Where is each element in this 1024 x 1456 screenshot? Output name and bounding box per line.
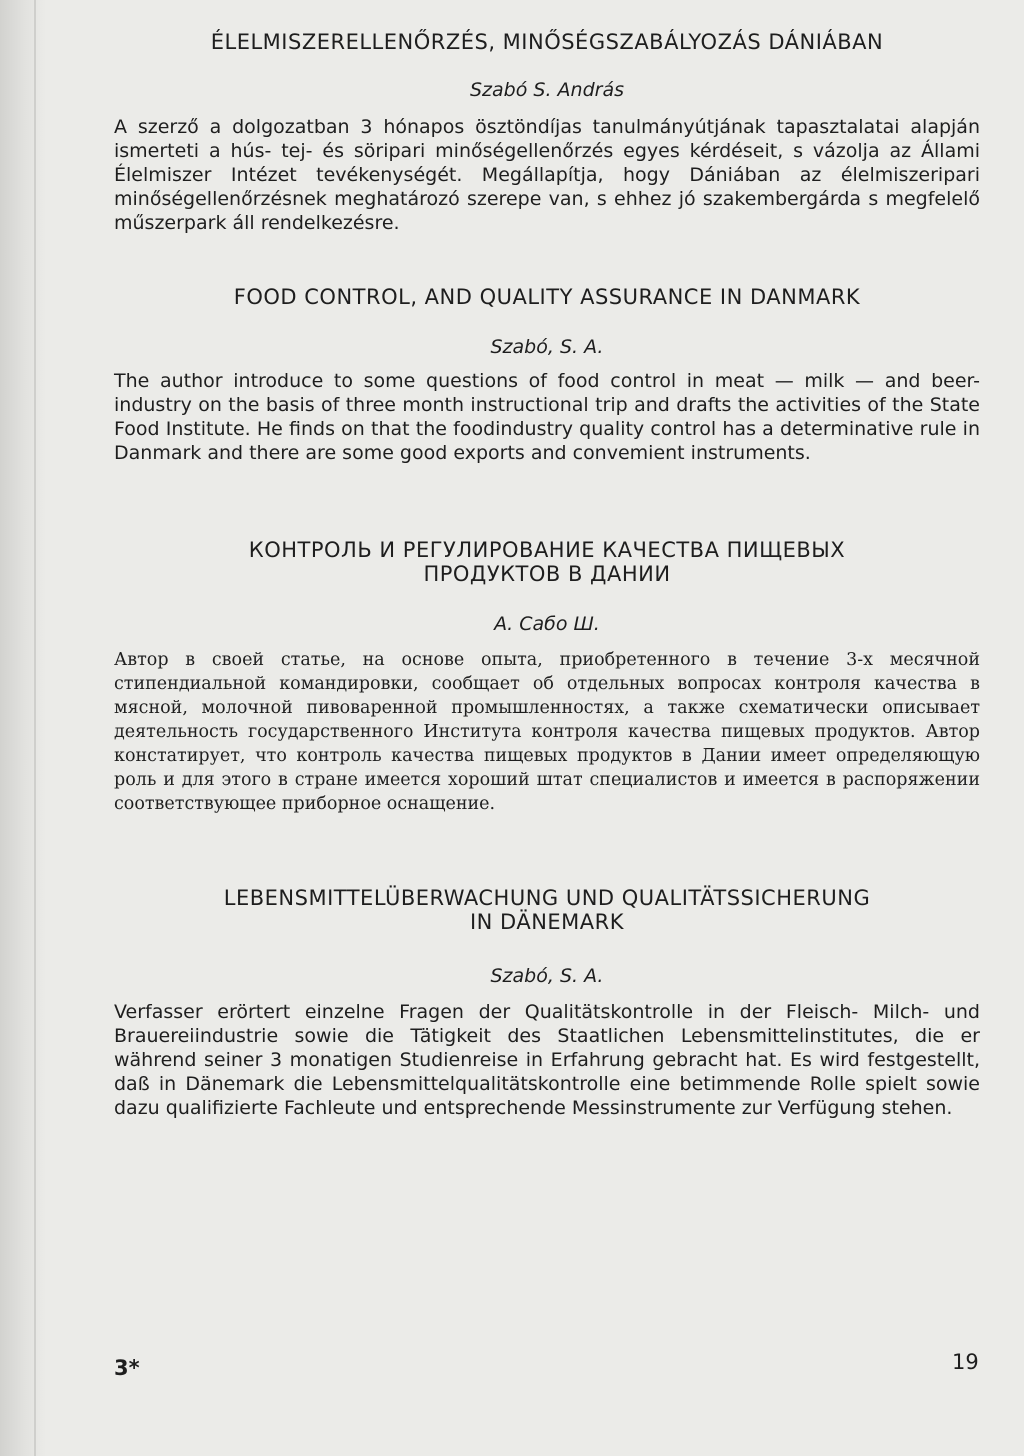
author-name: А. Сабо Ш. — [494, 613, 600, 635]
author-name: Szabó, S. A. — [490, 336, 604, 358]
section-title-line-1: КОНТРОЛЬ И РЕГУЛИРОВАНИЕ КАЧЕСТВА ПИЩЕВЫХ — [248, 538, 846, 562]
section-title: ÉLELMISZERELLENŐRZÉS, MINŐSÉGSZABÁLYOZÁS DÁNIÁBAN — [210, 30, 884, 54]
section-title-line-1: LEBENSMITTELÜBERWACHUNG UND QUALITÄTSSICHERUNG — [223, 886, 871, 910]
abstract-text: The author introduce to some questions of food control in meat — milk — and beer- industry on the basis of three month instructional trip and drafts the activities of the State Food Institute. He finds on that the foodindustry quality control has a determinative rule in Danmark and there are some good exports and convemient instruments. — [114, 370, 980, 464]
scan-left-edge — [0, 0, 46, 1456]
author-name: Szabó, S. A. — [490, 965, 604, 987]
section-title-line-2: IN DÄNEMARK — [469, 910, 625, 934]
abstract-text: Verfasser erörtert einzelne Fragen der Qualitätskontrolle in der Fleisch- Milch- und Brauereiindustrie sowie die Tätigkeit des Staatlichen Lebensmittelinstitutes, die er während seiner 3 monatigen Studienreise in Erfahrung gebracht hat. Es wird festgestellt, daß in Dänemark die Lebensmittelqualitätskontrolle eine betimmende Rolle spielt sowie dazu qualifizierte Fachleute und entsprechende Messinstrumente zur Verfügung stehen. — [114, 1001, 980, 1119]
author-name: Szabó S. András — [470, 79, 624, 101]
page-number: 19 — [952, 1350, 979, 1374]
abstract-text: A szerző a dolgozatban 3 hónapos ösztöndíjas tanulmányútjának tapasztalatai alapján ismerteti a hús- tej- és söripari minőségellenőrzés egyes kérdéseit, s vázolja az Állami Élelmiszer Intézet tevékenységét. Megállapítja, hogy Dániában az élelmiszeripari minőségellenőrzésnek meghatározó szerepe van, s ehhez jó szakembergárda s megfelelő műszerpark áll rendelkezésre. — [114, 116, 980, 234]
scan-binding-line — [34, 0, 36, 1456]
abstract-text: Автор в своей статье, на основе опыта, приобретенного в течение 3-х месячной стипендиальной командировки, сообщает об отдельных вопросах контроля качества в мясной, молочной пивоваренной промышленностях, а также схематически описывает деятельность государственного Института контроля качества пищевых продуктов. Автор констатирует, что контроль качества пищевых продуктов в Дании имеет определяющую роль и для этого в стране имеется хороший штат специалистов и имеется в распоряжении соответствующее приборное оснащение. — [114, 650, 980, 814]
section-title: FOOD CONTROL, AND QUALITY ASSURANCE IN DANMARK — [233, 285, 861, 309]
signature-mark: 3* — [114, 1356, 140, 1380]
section-title-line-2: ПРОДУКТОВ В ДАНИИ — [423, 562, 671, 586]
